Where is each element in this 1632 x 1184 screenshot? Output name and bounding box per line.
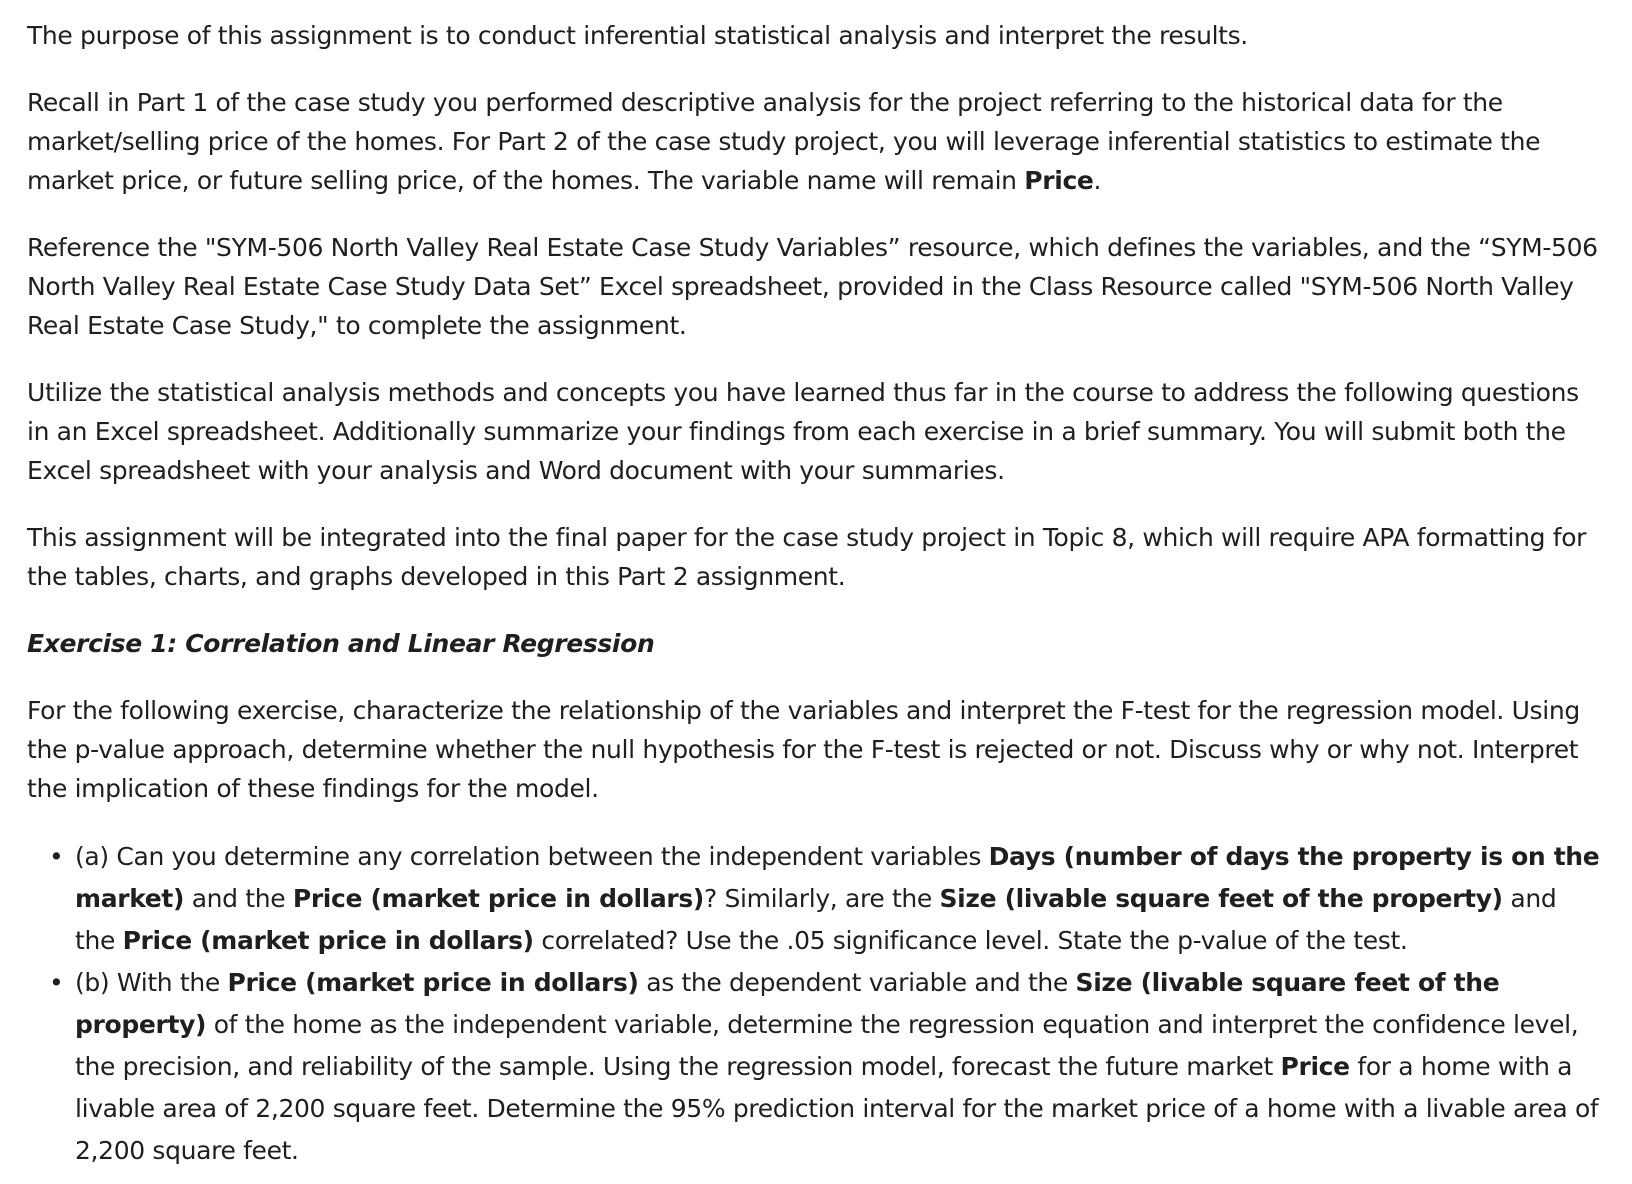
bullet-b-text: for a home with a livable area of 2,200 square feet. Determine the 95% prediction interval for the market price of a home with a livable area of 2,200 square feet. bbox=[75, 1052, 1599, 1165]
bullet-a-bold: Days (number of days the property is on the market) bbox=[75, 842, 1600, 913]
list-item bbox=[49, 962, 1602, 1172]
bullet-b-bold: Size (livable square feet of the property) bbox=[75, 968, 1500, 1039]
bullet-b-bold: Price (market price in dollars) bbox=[227, 968, 639, 997]
integration-paragraph: This assignment will be integrated into the final paper for the case study project in Topic 8, which will require APA formatting for the tables, charts, and graphs developed in this Part 2 assignment. bbox=[27, 523, 1587, 591]
recall-paragraph bbox=[27, 83, 1602, 200]
recall-text: Recall in Part 1 of the case study you performed descriptive analysis for the project referring to the historical data for the market/selling price of the homes. For Part 2 of the case study project, you will leverage inferential statistics to estimate the market price, or future selling price, of the homes. The variable name will remain bbox=[27, 88, 1541, 195]
bullet-a-text: and the bbox=[75, 884, 1557, 955]
bullet-a-text: and the bbox=[184, 884, 293, 913]
bullet-a-text: correlated? Use the .05 significance level. State the p-value of the test. bbox=[533, 926, 1408, 955]
bullet-b-text: (b) With the bbox=[75, 968, 228, 997]
price-variable-name: Price bbox=[1024, 166, 1094, 195]
bullet-a-text: (a) Can you determine any correlation between the independent variables bbox=[75, 842, 989, 871]
bullet-icon: • bbox=[49, 842, 64, 871]
bullet-a-bold: Price (market price in dollars) bbox=[292, 884, 705, 913]
bullet-a-text: ? Similarly, are the bbox=[704, 884, 940, 913]
exercise-instructions: For the following exercise, characterize the relationship of the variables and interpret the F-test for the regression model. Using the p-value approach, determine whether the null hypothesis for the F-test is rejected or not. Discuss why or why not. Interpret the implication of these findings for the model. bbox=[27, 696, 1580, 803]
purpose-paragraph: The purpose of this assignment is to conduct inferential statistical analysis and interpret the results. bbox=[27, 21, 1248, 50]
list-item bbox=[49, 836, 1602, 962]
reference-paragraph: Reference the "SYM-506 North Valley Real Estate Case Study Variables” resource, which defines the variables, and the “SYM-506 North Valley Real Estate Case Study Data Set” Excel spreadsheet, provided in the Class Resource called "SYM-506 North Valley Real Estate Case Study," to complete the assignment. bbox=[27, 233, 1598, 340]
bullet-b-text: of the home as the independent variable, determine the regression equation and interpret the confidence level, the precision, and reliability of the sample. Using the regression model, forecast the future market bbox=[75, 1010, 1579, 1081]
exercise-heading: Exercise 1: Correlation and Linear Regression bbox=[27, 629, 655, 658]
utilize-paragraph: Utilize the statistical analysis methods and concepts you have learned thus far in the course to address the following questions in an Excel spreadsheet. Additionally summarize your findings from each exercise in a brief summary. You will submit both the Excel spreadsheet with your analysis and Word document with your summaries. bbox=[27, 378, 1579, 485]
recall-end: . bbox=[1093, 166, 1102, 195]
bullet-icon: • bbox=[49, 968, 64, 997]
bullet-a-bold: Size (livable square feet of the property) bbox=[939, 884, 1503, 913]
bullet-b-bold: Price bbox=[1280, 1052, 1350, 1081]
bullet-a-bold: Price (market price in dollars) bbox=[122, 926, 534, 955]
bullet-b-text: as the dependent variable and the bbox=[638, 968, 1076, 997]
exercise-question-list bbox=[27, 836, 1602, 1172]
